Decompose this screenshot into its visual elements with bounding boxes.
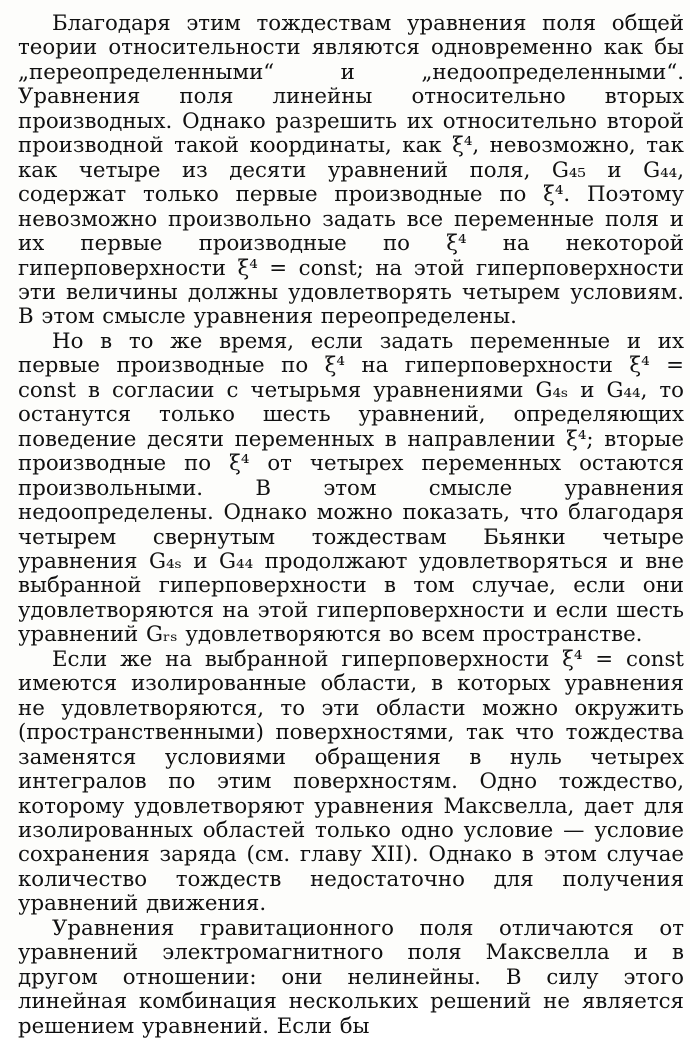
paragraph-3: Если же на выбранной гиперповерхности ξ⁴ = const имеются изолированные области, в которых уравнения не удовлетворяются, то эти области можно окружить (пространственными) поверхностями, так что тождества заменятся условиями обращения в нуль четырех интегралов по этим поверхностям. Одно тождество, которому удовлетворяют уравнения Максвелла, дает для изолированных областей только одно условие — условие сохранения заряда (см. главу XII). Однако в этом случае количество тождеств недостаточно для получения уравнений движения. — [18, 646, 684, 917]
body-text — [18, 12, 684, 1039]
paragraph-2: Но в то же время, если задать переменные и их первые производные по ξ⁴ на гиперповерхности ξ⁴ = const в согласии с четырьмя уравнениями G₄ₛ и G₄₄, то останутся только шесть уравнений, определяющих поведение десяти переменных в направлении ξ⁴; вторые производные по ξ⁴ от четырех переменных остаются произвольными. В этом смысле уравнения недоопределены. Однако можно показать, что благодаря четырем свернутым тождествам Бьянки четыре уравнения G₄ₛ и G₄₄ продолжают удовлетворяться и вне выбранной гиперповерхности в том случае, если они удовлетворяются на этой гиперповерхности и если шесть уравнений Gᵣₛ удовлетворяются во всем пространстве. — [18, 328, 684, 648]
paragraph-4: Уравнения гравитационного поля отличаются от уравнений электромагнитного поля Максвелла и в другом отношении: они нелинейны. В силу этого линейная комбинация нескольких решений не является решением уравнений. Если бы — [18, 915, 684, 1039]
paragraph-1: Благодаря этим тождествам уравнения поля общей теории относительности являются одновременно как бы „переопределенными“ и „недоопределенными“. Уравнения поля линейны относительно вторых производных. Однако разрешить их относительно второй производной такой координаты, как ξ⁴, невозможно, так как четыре из десяти уравнений поля, G₄₅ и G₄₄, содержат только первые производные по ξ⁴. Поэтому невозможно произвольно задать все переменные поля и их первые производные по ξ⁴ на некоторой гиперповерхности ξ⁴ = const; на этой гиперповерхности эти величины должны удовлетворять четырем условиям. В этом смысле уравнения переопределены. — [18, 11, 684, 330]
